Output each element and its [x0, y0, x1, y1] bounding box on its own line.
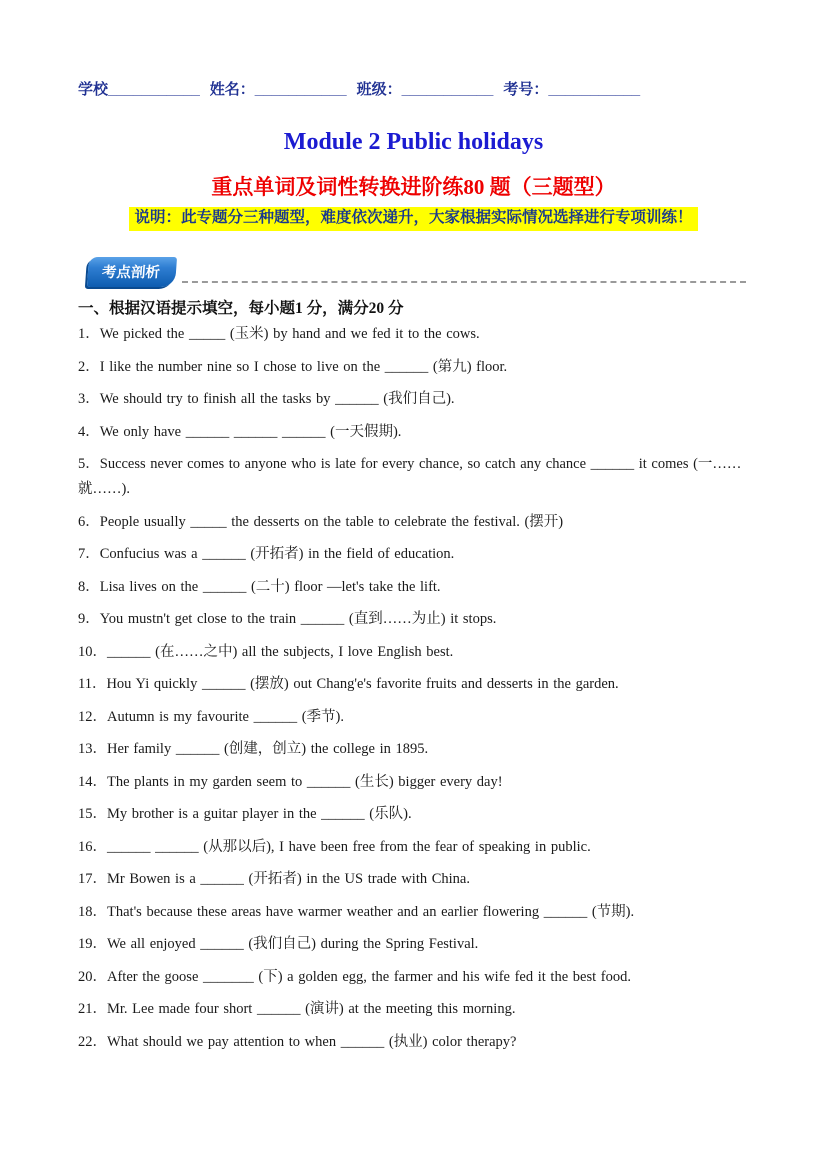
question-item: 9．You mustn't get close to the train ______ (直到……为止) it stops.: [78, 611, 497, 627]
question-item: 13．Her family ______ (创建，创立) the college in 1895.: [78, 741, 429, 757]
header-field-label: 姓名：: [209, 81, 255, 98]
header-field-blank: ___________: [401, 81, 494, 98]
question-item: 4．We only have ______ ______ ______ (一天假期).: [78, 423, 402, 440]
notice-row: [0, 207, 827, 231]
question-item: 22．What should we pay attention to when ______ (执业) color therapy?: [78, 1033, 517, 1050]
header-field-label: 班级：: [356, 81, 402, 98]
question-item: 15．My brother is a guitar player in the ______ (乐队).: [78, 806, 412, 822]
badge-row: [88, 259, 746, 287]
header-field: [357, 81, 494, 98]
questions-list: [78, 322, 748, 1062]
question-item: 2．I like the number nine so I chose to live on the ______ (第九) floor.: [78, 358, 508, 375]
header-field: [78, 81, 200, 98]
question-item: 19．We all enjoyed ______ (我们自己) during the Spring Festival.: [78, 936, 479, 952]
header-field-blank: ___________: [254, 81, 347, 98]
question-item: 7．Confucius was a ______ (开拓者) in the field of education.: [78, 546, 455, 562]
header-field-blank: ___________: [548, 81, 641, 98]
question-item: 21．Mr. Lee made four short ______ (演讲) at the meeting this morning.: [78, 1001, 516, 1017]
header-field: [210, 81, 347, 98]
question-item: 6．People usually _____ the desserts on the table to celebrate the festival. (摆开): [78, 513, 564, 530]
page-subtitle: 重点单词及词性转换进阶练80 题（三题型）: [211, 175, 616, 199]
section-heading: 一、根据汉语提示填空，每小题1 分，满分20 分: [78, 300, 404, 317]
exam-points-badge: 考点剖析: [87, 257, 177, 287]
header-field-label: 学校: [78, 81, 109, 98]
question-item: 3．We should try to finish all the tasks by ______ (我们自己).: [78, 391, 455, 407]
header-field: [503, 81, 640, 98]
question-item: 20．After the goose _______ (下) a golden egg, the farmer and his wife fed it the best food.: [78, 968, 631, 985]
question-item: 14．The plants in my garden seem to ______ (生长) bigger every day!: [78, 773, 503, 790]
header-field-label: 考号：: [503, 81, 549, 98]
question-item: 11．Hou Yi quickly ______ (摆放) out Chang'e's favorite fruits and desserts in the garden.: [78, 676, 619, 692]
header-fields: [78, 78, 758, 99]
question-item: 8．Lisa lives on the ______ (二十) floor —let's take the lift.: [78, 578, 441, 595]
question-item: 16．______ ______ (从那以后), I have been free from the fear of speaking in public.: [78, 838, 591, 855]
page-title: Module 2 Public holidays: [283, 129, 544, 155]
question-item: 10．______ (在……之中) all the subjects, I love English best.: [78, 643, 454, 660]
question-item: 1．We picked the _____ (玉米) by hand and we fed it to the cows.: [78, 326, 480, 342]
header-field-blank: ___________: [108, 81, 200, 98]
dashed-divider: [182, 281, 746, 283]
question-item: 5．Success never comes to anyone who is late for every chance, so catch any chance ______ it comes (一……就……).: [78, 456, 742, 497]
question-item: 12．Autumn is my favourite ______ (季节).: [78, 708, 344, 725]
question-item: 17．Mr Bowen is a ______ (开拓者) in the US trade with China.: [78, 871, 470, 887]
question-item: 18．That's because these areas have warmer weather and an earlier flowering ______ (节期).: [78, 903, 635, 920]
notice-text: 说明：此专题分三种题型，难度依次递升，大家根据实际情况选择进行专项训练！: [129, 207, 697, 231]
